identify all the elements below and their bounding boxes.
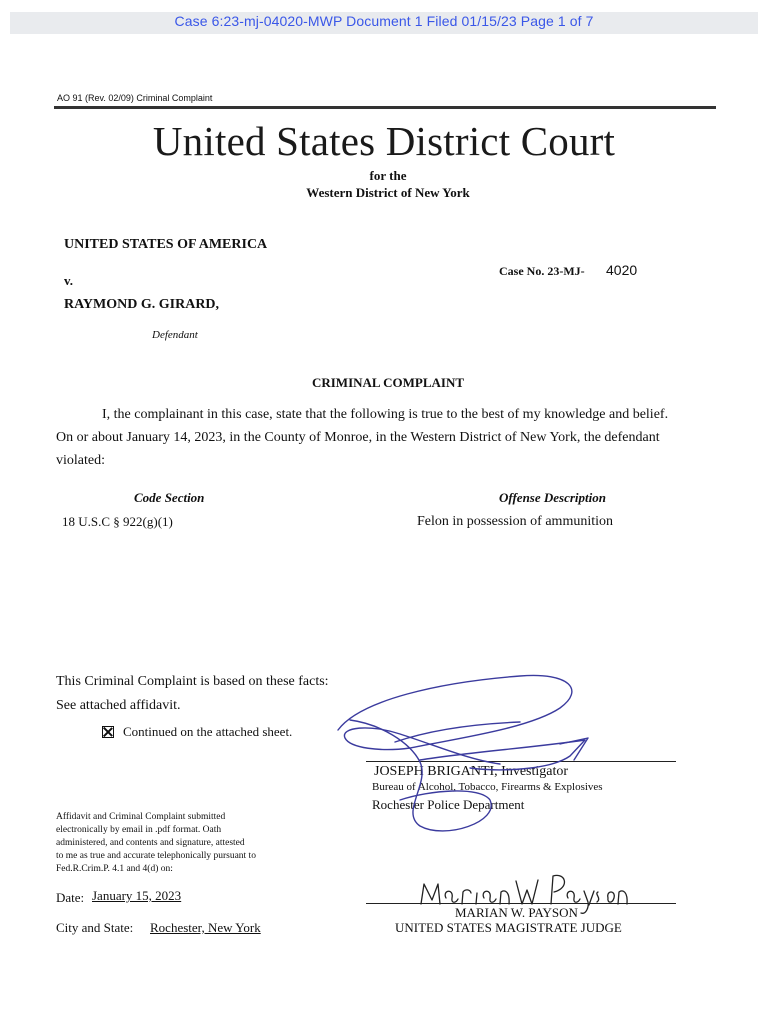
complainant-department: Rochester Police Department	[372, 797, 525, 812]
attestation-line-5: Fed.R.Crim.P. 4.1 and 4(d) on:	[56, 864, 173, 874]
city-state-label: City and State:	[56, 920, 134, 935]
complaint-text-line-2: On or about January 14, 2023, in the County of Monroe, in the Western District of New York, the defendant	[56, 430, 660, 445]
attestation-line-3: administered, and contents and signature, attested	[56, 838, 245, 848]
defendant-name: RAYMOND G. GIRARD,	[64, 297, 220, 312]
complainant-agency: Bureau of Alcohol, Tobacco, Firearms & Explosives	[372, 781, 603, 793]
court-for-the: for the	[369, 168, 407, 183]
court-district: Western District of New York	[306, 185, 470, 200]
city-state-value: Rochester, New York	[150, 920, 261, 935]
complaint-text-line-1: I, the complainant in this case, state that the following is true to the best of my knowledge and belief.	[102, 407, 669, 422]
form-identifier: AO 91 (Rev. 02/09) Criminal Complaint	[57, 93, 213, 103]
date-label: Date:	[56, 890, 85, 905]
judge-signature-line	[366, 903, 676, 904]
date-value: January 15, 2023	[92, 888, 182, 903]
complaint-text-line-3: violated:	[56, 453, 105, 468]
complainant-signature-line	[366, 761, 676, 762]
facts-affidavit: See attached affidavit.	[56, 698, 181, 713]
code-section-heading: Code Section	[134, 490, 205, 505]
offense-description-value: Felon in possession of ammunition	[417, 514, 613, 529]
case-number-label: Case No. 23-MJ-	[499, 264, 585, 278]
attestation-line-4: to me as true and accurate telephonically pursuant to	[56, 851, 256, 861]
versus: v.	[64, 273, 74, 288]
continued-label: Continued on the attached sheet.	[123, 724, 293, 739]
complainant-name: JOSEPH BRIGANTI, Investigator	[374, 764, 569, 779]
header-rule	[54, 106, 716, 109]
attestation-line-2: electronically by email in .pdf format. Oath	[56, 825, 222, 835]
facts-basis: This Criminal Complaint is based on these facts:	[56, 674, 329, 689]
judge-name: MARIAN W. PAYSON	[455, 905, 578, 920]
code-section-value: 18 U.S.C § 922(g)(1)	[62, 514, 173, 529]
offense-description-heading: Offense Description	[499, 490, 607, 505]
continued-checkbox	[102, 726, 114, 738]
judge-title: UNITED STATES MAGISTRATE JUDGE	[395, 920, 622, 935]
defendant-label: Defendant	[152, 329, 198, 341]
plaintiff-name: UNITED STATES OF AMERICA	[64, 237, 268, 252]
court-title: United States District Court	[152, 118, 616, 164]
complaint-heading: CRIMINAL COMPLAINT	[311, 375, 465, 390]
case-number: 4020	[606, 262, 638, 278]
filing-header: Case 6:23-mj-04020-MWP Document 1 Filed 01/15/23 Page 1 of 7	[174, 13, 594, 29]
attestation-line-1: Affidavit and Criminal Complaint submitted	[56, 812, 226, 822]
